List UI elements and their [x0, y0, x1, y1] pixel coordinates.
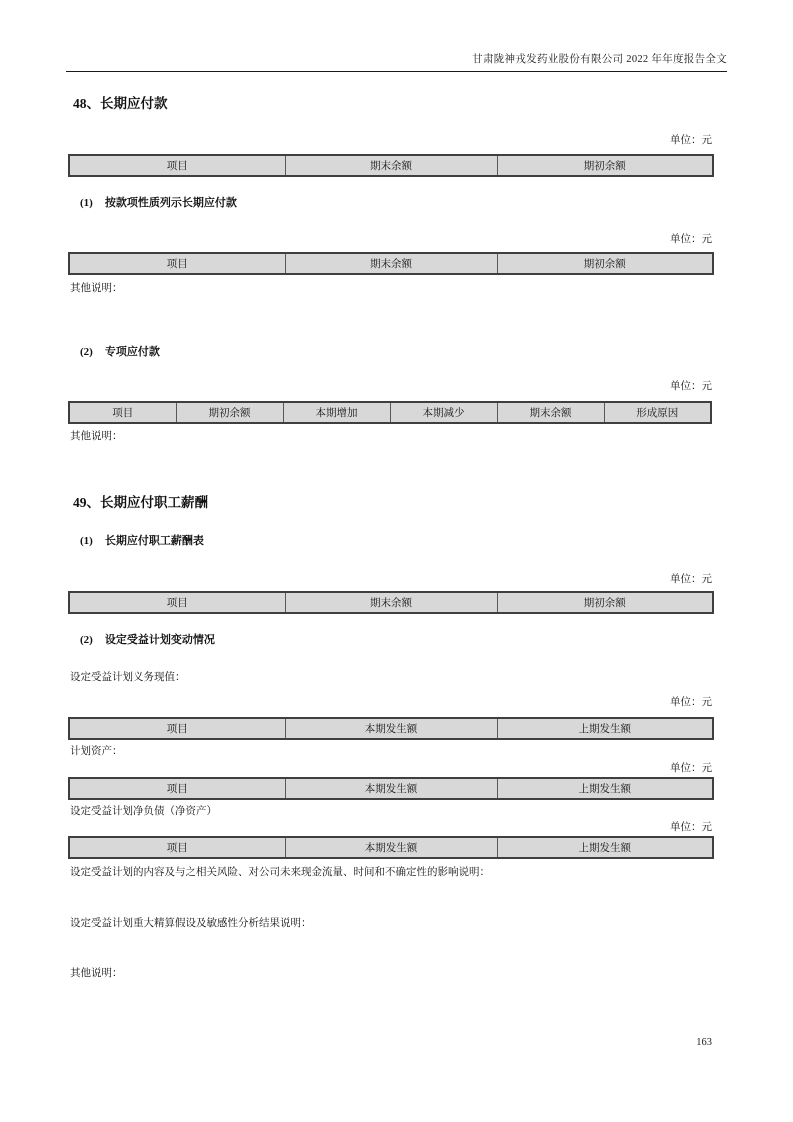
section-49-heading: 49、长期应付职工薪酬	[73, 495, 208, 510]
table-49-obligation	[68, 717, 714, 740]
subsection-48-1-heading	[80, 196, 680, 210]
table-48-1	[68, 252, 714, 275]
page-number: 163	[696, 1037, 712, 1048]
risk-note: 设定受益计划的内容及与之相关风险、对公司未来现金流量、时间和不确定性的影响说明：	[70, 867, 490, 878]
unit-label: 单位：元	[670, 697, 712, 708]
header-rule	[66, 71, 727, 72]
table-header-row	[69, 837, 713, 858]
column-header: 项目	[69, 778, 285, 799]
table-48-2	[68, 401, 712, 424]
table-header-row	[69, 778, 713, 799]
subsection-48-2-heading	[80, 345, 680, 359]
column-header: 期初余额	[176, 402, 283, 423]
other-note: 其他说明：	[70, 968, 123, 979]
other-note: 其他说明：	[70, 283, 123, 294]
column-header: 上期发生额	[497, 837, 713, 858]
table-49-plan-assets	[68, 777, 714, 800]
subsection-title: 设定受益计划变动情况	[104, 634, 215, 646]
subsection-number: (1)	[80, 197, 93, 209]
report-header-title: 甘肃陇神戎发药业股份有限公司 2022 年年度报告全文	[472, 54, 727, 65]
subsection-49-2-heading	[80, 633, 680, 647]
unit-label: 单位：元	[670, 234, 712, 245]
actuarial-note: 设定受益计划重大精算假设及敏感性分析结果说明：	[70, 918, 312, 929]
column-header: 项目	[69, 592, 285, 613]
table-header-row	[69, 253, 713, 274]
table-header-row	[69, 402, 711, 423]
unit-label: 单位：元	[670, 381, 712, 392]
unit-label: 单位：元	[670, 822, 712, 833]
column-header: 期末余额	[497, 402, 604, 423]
column-header: 本期增加	[283, 402, 390, 423]
column-header: 本期发生额	[285, 778, 497, 799]
table-header-row	[69, 592, 713, 613]
subsection-49-1-heading	[80, 534, 680, 548]
column-header: 上期发生额	[497, 718, 713, 739]
plan-assets-label: 计划资产：	[70, 746, 123, 757]
subsection-title: 按款项性质列示长期应付款	[104, 197, 237, 209]
column-header: 上期发生额	[497, 778, 713, 799]
column-header: 期初余额	[497, 253, 713, 274]
subsection-number: (2)	[80, 346, 93, 358]
unit-label: 单位：元	[670, 135, 712, 146]
table-49-1	[68, 591, 714, 614]
table-48-main	[68, 154, 714, 177]
column-header: 期末余额	[285, 155, 497, 176]
table-header-row	[69, 718, 713, 739]
table-header-row	[69, 155, 713, 176]
column-header: 项目	[69, 253, 285, 274]
subsection-title: 长期应付职工薪酬表	[104, 535, 204, 547]
subsection-number: (1)	[80, 535, 93, 547]
column-header: 项目	[69, 837, 285, 858]
column-header: 期初余额	[497, 592, 713, 613]
column-header: 本期发生额	[285, 837, 497, 858]
unit-label: 单位：元	[670, 763, 712, 774]
column-header: 期末余额	[285, 253, 497, 274]
column-header: 本期发生额	[285, 718, 497, 739]
unit-label: 单位：元	[670, 574, 712, 585]
other-note: 其他说明：	[70, 431, 123, 442]
section-48-heading: 48、长期应付款	[73, 96, 168, 111]
table-49-net-liability	[68, 836, 714, 859]
obligation-label: 设定受益计划义务现值：	[70, 672, 186, 683]
column-header: 项目	[69, 402, 176, 423]
column-header: 期初余额	[497, 155, 713, 176]
column-header: 形成原因	[604, 402, 711, 423]
column-header: 项目	[69, 718, 285, 739]
subsection-number: (2)	[80, 634, 93, 646]
net-liability-label: 设定受益计划净负债（净资产）	[70, 806, 217, 817]
column-header: 期末余额	[285, 592, 497, 613]
column-header: 本期减少	[390, 402, 497, 423]
column-header: 项目	[69, 155, 285, 176]
subsection-title: 专项应付款	[104, 346, 160, 358]
